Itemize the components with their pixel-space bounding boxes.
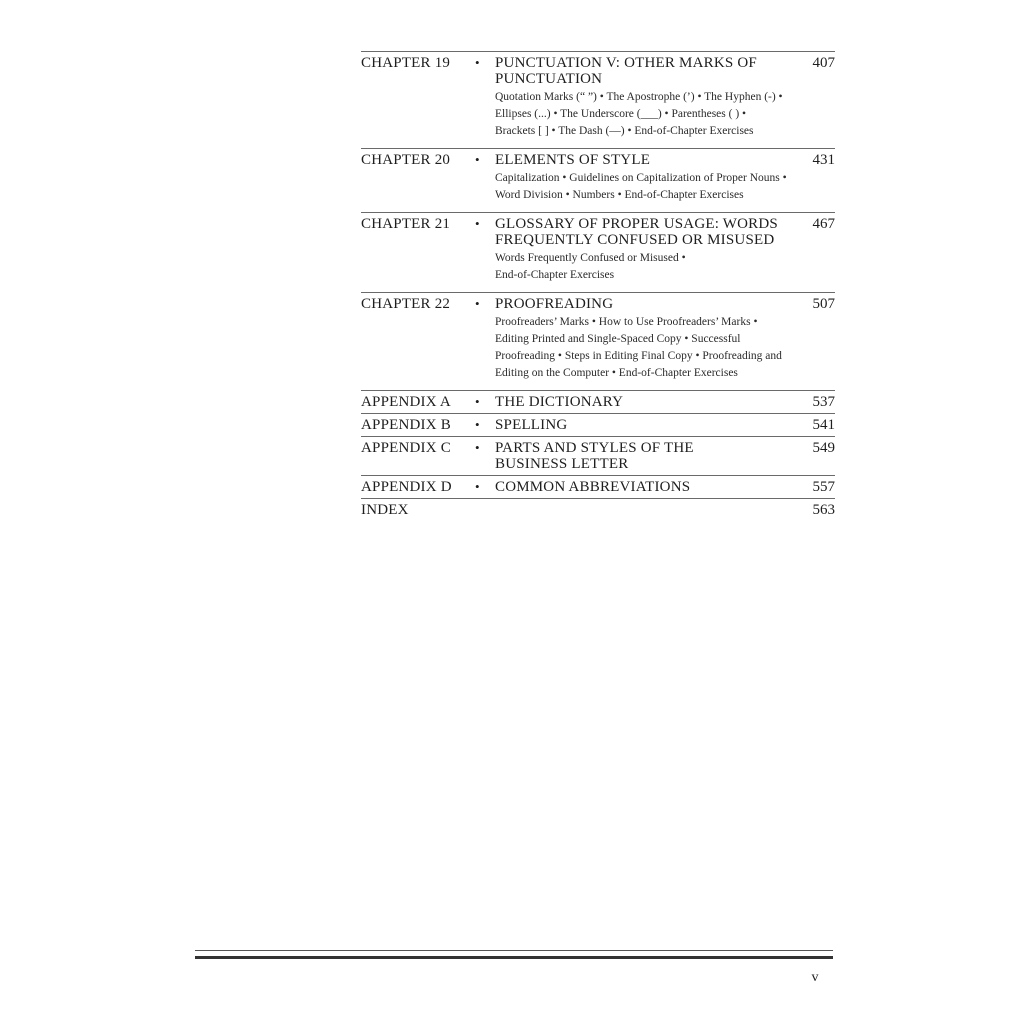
entry-label: APPENDIX C [361, 440, 451, 456]
entry-body [495, 55, 795, 140]
entry-page-number: 537 [812, 394, 835, 410]
toc-entry-chapter-21 [361, 212, 835, 292]
entry-body [495, 296, 795, 382]
toc-entry-index [361, 498, 835, 518]
toc-entry-chapter-20 [361, 148, 835, 212]
bullet: • [475, 55, 480, 70]
entry-body [495, 216, 795, 284]
entry-label: INDEX [361, 502, 409, 518]
entry-title: GLOSSARY OF PROPER USAGE: WORDS FREQUENTLY CONFUSED OR MISUSED [495, 216, 778, 248]
entry-page-number: 541 [812, 417, 835, 433]
entry-description: Words Frequently Confused or Misused • End-of-Chapter Exercises [495, 252, 686, 281]
bullet: • [475, 440, 480, 455]
entry-title: THE DICTIONARY [495, 394, 624, 410]
toc-entry-chapter-22 [361, 292, 835, 390]
entry-title: COMMON ABBREVIATIONS [495, 479, 691, 495]
entry-page-number: 431 [812, 152, 835, 168]
entry-description: Capitalization • Guidelines on Capitalization of Proper Nouns • Word Division • Numbers • End-of-Chapter Exercises [495, 172, 787, 201]
bullet-spacer [474, 502, 495, 518]
bullet: • [475, 417, 480, 432]
entry-label: CHAPTER 22 [361, 296, 451, 312]
toc-entry-appendix-b [361, 413, 835, 436]
entry-description: Proofreaders’ Marks • How to Use Proofreaders’ Marks • Editing Printed and Single-Spaced Copy • Successful Proofreading • Steps in Editing Final Copy • Proofreading and Editing on the Computer • End-of-Chapter Exercises [495, 316, 782, 379]
entry-title: PARTS AND STYLES OF THE BUSINESS LETTER [495, 440, 694, 472]
entry-label: APPENDIX B [361, 417, 451, 433]
entry-label: APPENDIX A [361, 394, 451, 410]
entry-page-number: 507 [812, 296, 835, 312]
entry-page-number: 467 [812, 216, 835, 232]
toc-entry-appendix-a [361, 390, 835, 413]
entry-label: CHAPTER 20 [361, 152, 451, 168]
page-folio: v [811, 970, 819, 985]
footer-rule-thick [195, 956, 833, 959]
entry-label: CHAPTER 19 [361, 55, 451, 71]
bullet: • [475, 216, 480, 231]
entry-page-number: 407 [812, 55, 835, 71]
entry-title: SPELLING [495, 417, 568, 433]
entry-title: ELEMENTS OF STYLE [495, 152, 651, 168]
entry-title: PUNCTUATION V: OTHER MARKS OF PUNCTUATION [495, 55, 757, 87]
bullet: • [475, 394, 480, 409]
entry-page-number: 549 [812, 440, 835, 456]
bullet: • [475, 152, 480, 167]
toc-entry-chapter-19 [361, 51, 835, 148]
bullet: • [475, 479, 480, 494]
entry-description: Quotation Marks (“ ”) • The Apostrophe (’) • The Hyphen (-) • Ellipses (...) • The Underscore (___) • Parentheses ( ) • Brackets [ ] • The Dash (—) • End-of-Chapter Exercises [495, 91, 783, 137]
footer-rule-thin [195, 950, 833, 951]
entry-title-spacer [495, 502, 795, 518]
entry-body [495, 152, 795, 204]
toc-entry-appendix-c [361, 436, 835, 475]
entry-label: APPENDIX D [361, 479, 452, 495]
toc-entry-appendix-d [361, 475, 835, 498]
entry-label: CHAPTER 21 [361, 216, 451, 232]
entry-title: PROOFREADING [495, 296, 614, 312]
entry-page-number: 557 [812, 479, 835, 495]
table-of-contents [361, 51, 835, 518]
entry-page-number: 563 [812, 502, 835, 518]
bullet: • [475, 296, 480, 311]
